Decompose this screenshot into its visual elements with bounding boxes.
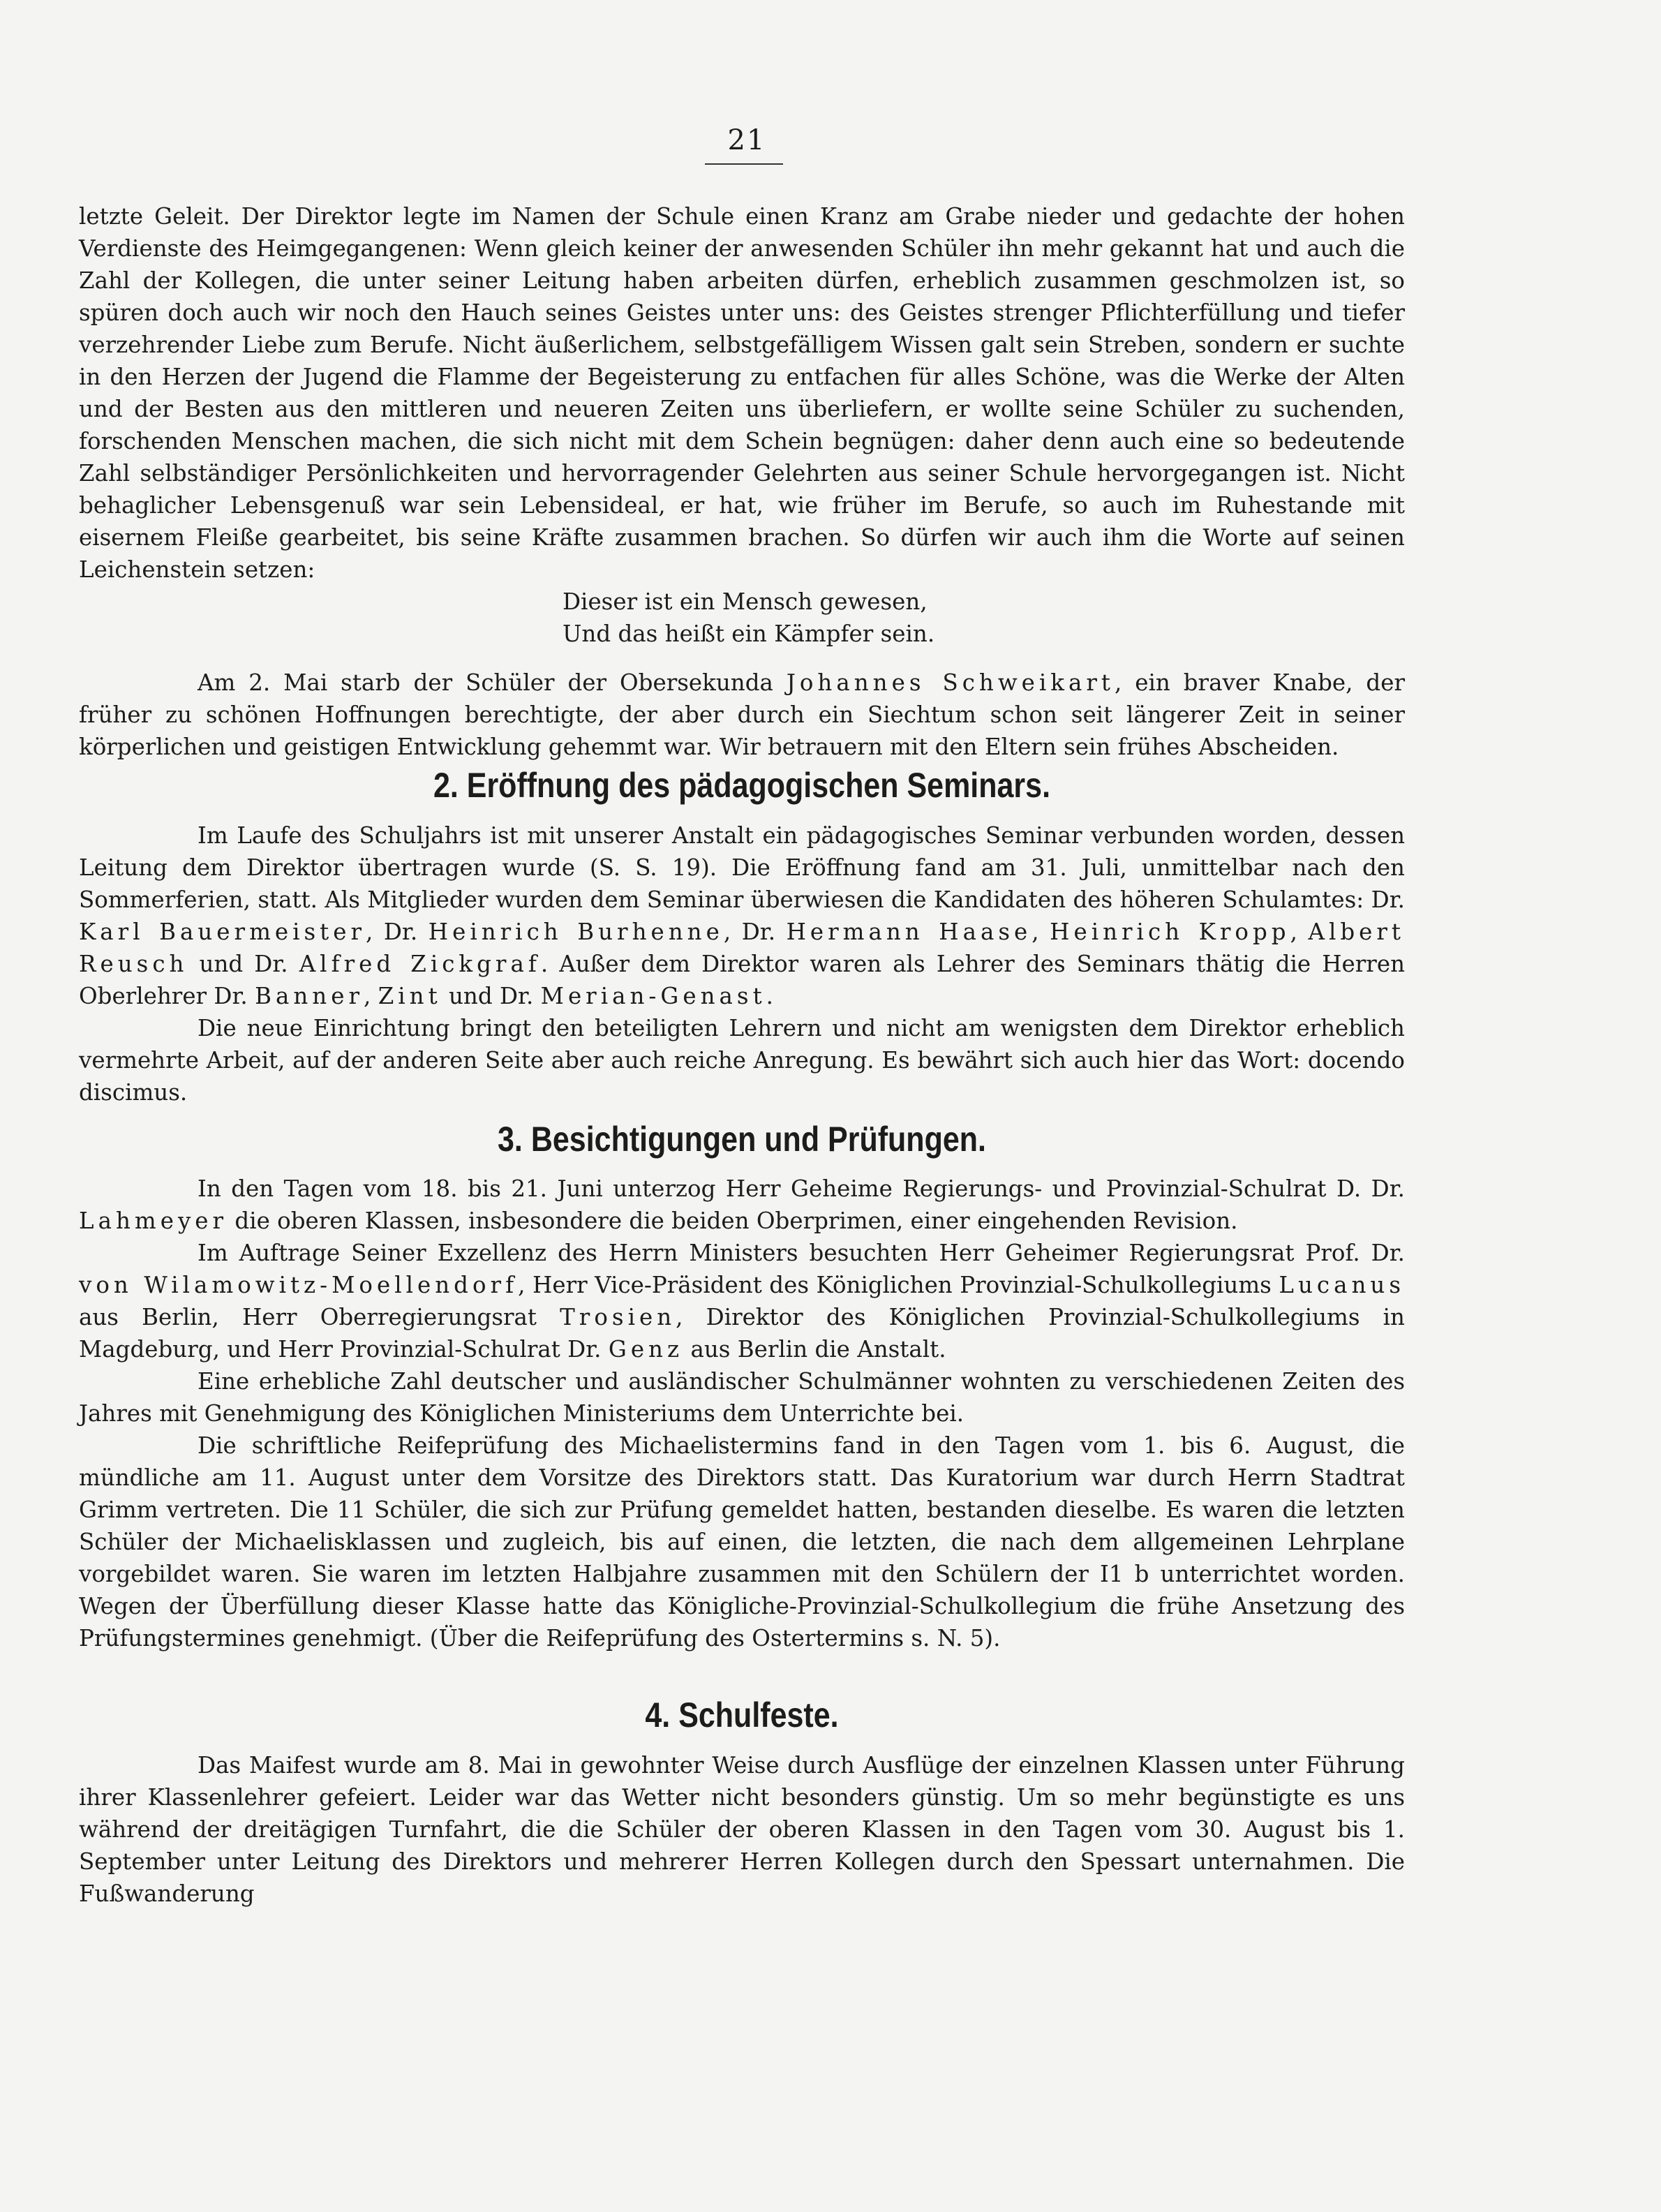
paragraph-seminar-work: Die neue Einrichtung bringt den beteiligten Lehrern und nicht am wenigsten dem Direktor erheblich vermehrte Arbeit, auf der anderen Seite aber auch reiche Anregung. Es bewährt sich auch hier das Wort: docendo discimus. (79, 1015, 1405, 1106)
person-name: Albert Reusch (79, 919, 1405, 977)
person-name: Heinrich Burhenne (428, 919, 724, 945)
verse-line-1: Dieser ist ein Mensch gewesen, (563, 588, 928, 615)
person-name: Genz (608, 1336, 684, 1363)
person-name: Zint (378, 983, 442, 1009)
person-name: von Wilamowitz-Moellendorf (79, 1272, 519, 1298)
page-number-rule (705, 163, 783, 165)
paragraph-revision: In den Tagen vom 18. bis 21. Juni unterzog Herr Geheime Regierungs- und Provinzial-Schulrat D. Dr. Lahmeyer die oberen Klassen, insbesondere die beiden Oberprimen, einer eingehenden Revision. (79, 1175, 1405, 1234)
paragraph-exams: Die schriftliche Reifeprüfung des Michaelistermins fand in den Tagen vom 1. bis 6. August, die mündliche am 11. August unter dem Vorsitze des Direktors statt. Das Kuratorium war durch Herrn Stadtrat Grimm vertreten. Die 11 Schüler, die sich zur Prüfung gemeldet hatten, bestanden dieselbe. Es waren die letzten Schüler der Michaelisklassen und zugleich, bis auf einen, die letzten, die nach dem allgemeinen Lehrplane vorgebildet waren. Sie waren im letzten Halbjahre zusammen mit den Schülern der I1 b unterrichtet worden. Wegen der Überfüllung dieser Klasse hatte das Königliche-Provinzial-Schulkollegium die frühe Ansetzung des Prüfungstermines genehmigt. (Über die Reifeprüfung des Ostertermins s. N. 5). (79, 1432, 1405, 1651)
person-name: Trosien (560, 1304, 676, 1330)
person-name: Alfred Zickgraf (299, 951, 541, 977)
verse-line-2: Und das heißt ein Kämpfer sein. (563, 621, 935, 647)
section-heading-3: 3. Besichtigungen und Prüfungen. (498, 1120, 986, 1159)
paragraph-visitors: Eine erhebliche Zahl deutscher und ausländischer Schulmänner wohnten zu verschiedenen Zeiten des Jahres mit Genehmigung des Königlichen Ministeriums dem Unterrichte bei. (79, 1368, 1405, 1427)
page-number: 21 (727, 124, 766, 156)
section-4-body (79, 1749, 1405, 1910)
paragraph-maifest: Das Maifest wurde am 8. Mai in gewohnter Weise durch Ausflüge der einzelnen Klassen unter Führung ihrer Klassenlehrer gefeiert. Leider war das Wetter nicht besonders günstig. Um so mehr begünstigte es uns während der dreitägigen Turnfahrt, die die Schüler der oberen Klassen in den Tagen vom 30. August bis 1. September unter Leitung des Direktors und mehrerer Herren Kollegen durch den Spessart unternahmen. Die Fußwanderung (79, 1752, 1405, 1907)
paragraph-student-death: Am 2. Mai starb der Schüler der Obersekunda Johannes Schweikart, ein braver Knabe, der früher zu schönen Hoffnungen berechtigte, der aber durch ein Siechtum schon seit längerer Zeit in seiner körperlichen und geistigen Entwicklung gehemmt war. Wir betrauern mit den Eltern sein frühes Abscheiden. (79, 669, 1405, 760)
paragraph-ministry-visit: Im Auftrage Seiner Exzellenz des Herrn Ministers besuchten Herr Geheimer Regierungsrat Prof. Dr. von Wilamowitz-Moellendorf, Herr Vice-Präsident des Königlichen Provinzial-Schulkollegiums Lucanus aus Berlin, Herr Oberregierungsrat Trosien, Direktor des Königlichen Provinzial-Schulkollegiums in Magdeburg, und Herr Provinzial-Schulrat Dr. Genz aus Berlin die Anstalt. (79, 1240, 1405, 1363)
person-name: Banner (255, 983, 364, 1009)
section-3-body (79, 1173, 1405, 1654)
person-name: Lucanus (1279, 1272, 1405, 1298)
section-heading-4: 4. Schulfeste. (645, 1695, 839, 1735)
person-name: Johannes Schweikart (786, 669, 1115, 696)
paragraph-obituary: letzte Geleit. Der Direktor legte im Namen der Schule einen Kranz am Grabe nieder und gedachte der hohen Verdienste des Heimgegangenen: Wenn gleich keiner der anwesenden Schüler ihn mehr gekannt hat und auch die Zahl der Kollegen, die unter seiner Leitung haben arbeiten dürfen, erheblich zusammen geschmolzen ist, so spüren doch auch wir noch den Hauch seines Geistes unter uns: des Geistes strenger Pflichterfüllung und tiefer verzehrender Liebe zum Berufe. Nicht äußerlichem, selbstgefälligem Wissen galt sein Streben, sondern er suchte in den Herzen der Jugend die Flamme der Begeisterung zu entfachen für alles Schöne, was die Werke der Alten und der Besten aus den mittleren und neueren Zeiten uns überliefern, er wollte seine Schüler zu suchenden, forschenden Menschen machen, die sich nicht mit dem Schein begnügen: daher denn auch eine so bedeutende Zahl selbständiger Persönlichkeiten und hervorragender Gelehrten aus seiner Schule hervorgegangen ist. Nicht behaglicher Lebensgenuß war sein Lebensideal, er hat, wie früher im Berufe, so auch im Ruhestande mit eisernem Fleiße gearbeitet, bis seine Kräfte zusammen brachen. So dürfen wir auch ihm die Worte auf seinen Leichenstein setzen: (79, 203, 1405, 583)
person-name: Karl Bauermeister (79, 919, 366, 945)
person-name: Lahmeyer (79, 1208, 228, 1234)
person-name: Heinrich Kropp (1050, 919, 1290, 945)
person-name: Hermann Haase (786, 919, 1032, 945)
paragraph-seminar-opening: Im Laufe des Schuljahrs ist mit unserer Anstalt ein pädagogisches Seminar verbunden worden, dessen Leitung dem Direktor übertragen wurde (S. S. 19). Die Eröffnung fand am 31. Juli, unmittelbar nach den Sommerferien, statt. Als Mitglieder wurden dem Seminar überwiesen die Kandidaten des höheren Schulamtes: Dr. Karl Bauermeister, Dr. Heinrich Burhenne, Dr. Hermann Haase, Heinrich Kropp, Albert Reusch und Dr. Alfred Zickgraf. Außer dem Direktor waren als Lehrer des Seminars thätig die Herren Oberlehrer Dr. Banner, Zint und Dr. Merian-Genast. (79, 822, 1406, 1009)
section-heading-2: 2. Eröffnung des pädagogischen Seminars. (433, 766, 1051, 805)
section-2-body (79, 819, 1405, 1108)
section-1-continuation (79, 200, 1405, 763)
person-name: Merian-Genast (540, 983, 766, 1009)
